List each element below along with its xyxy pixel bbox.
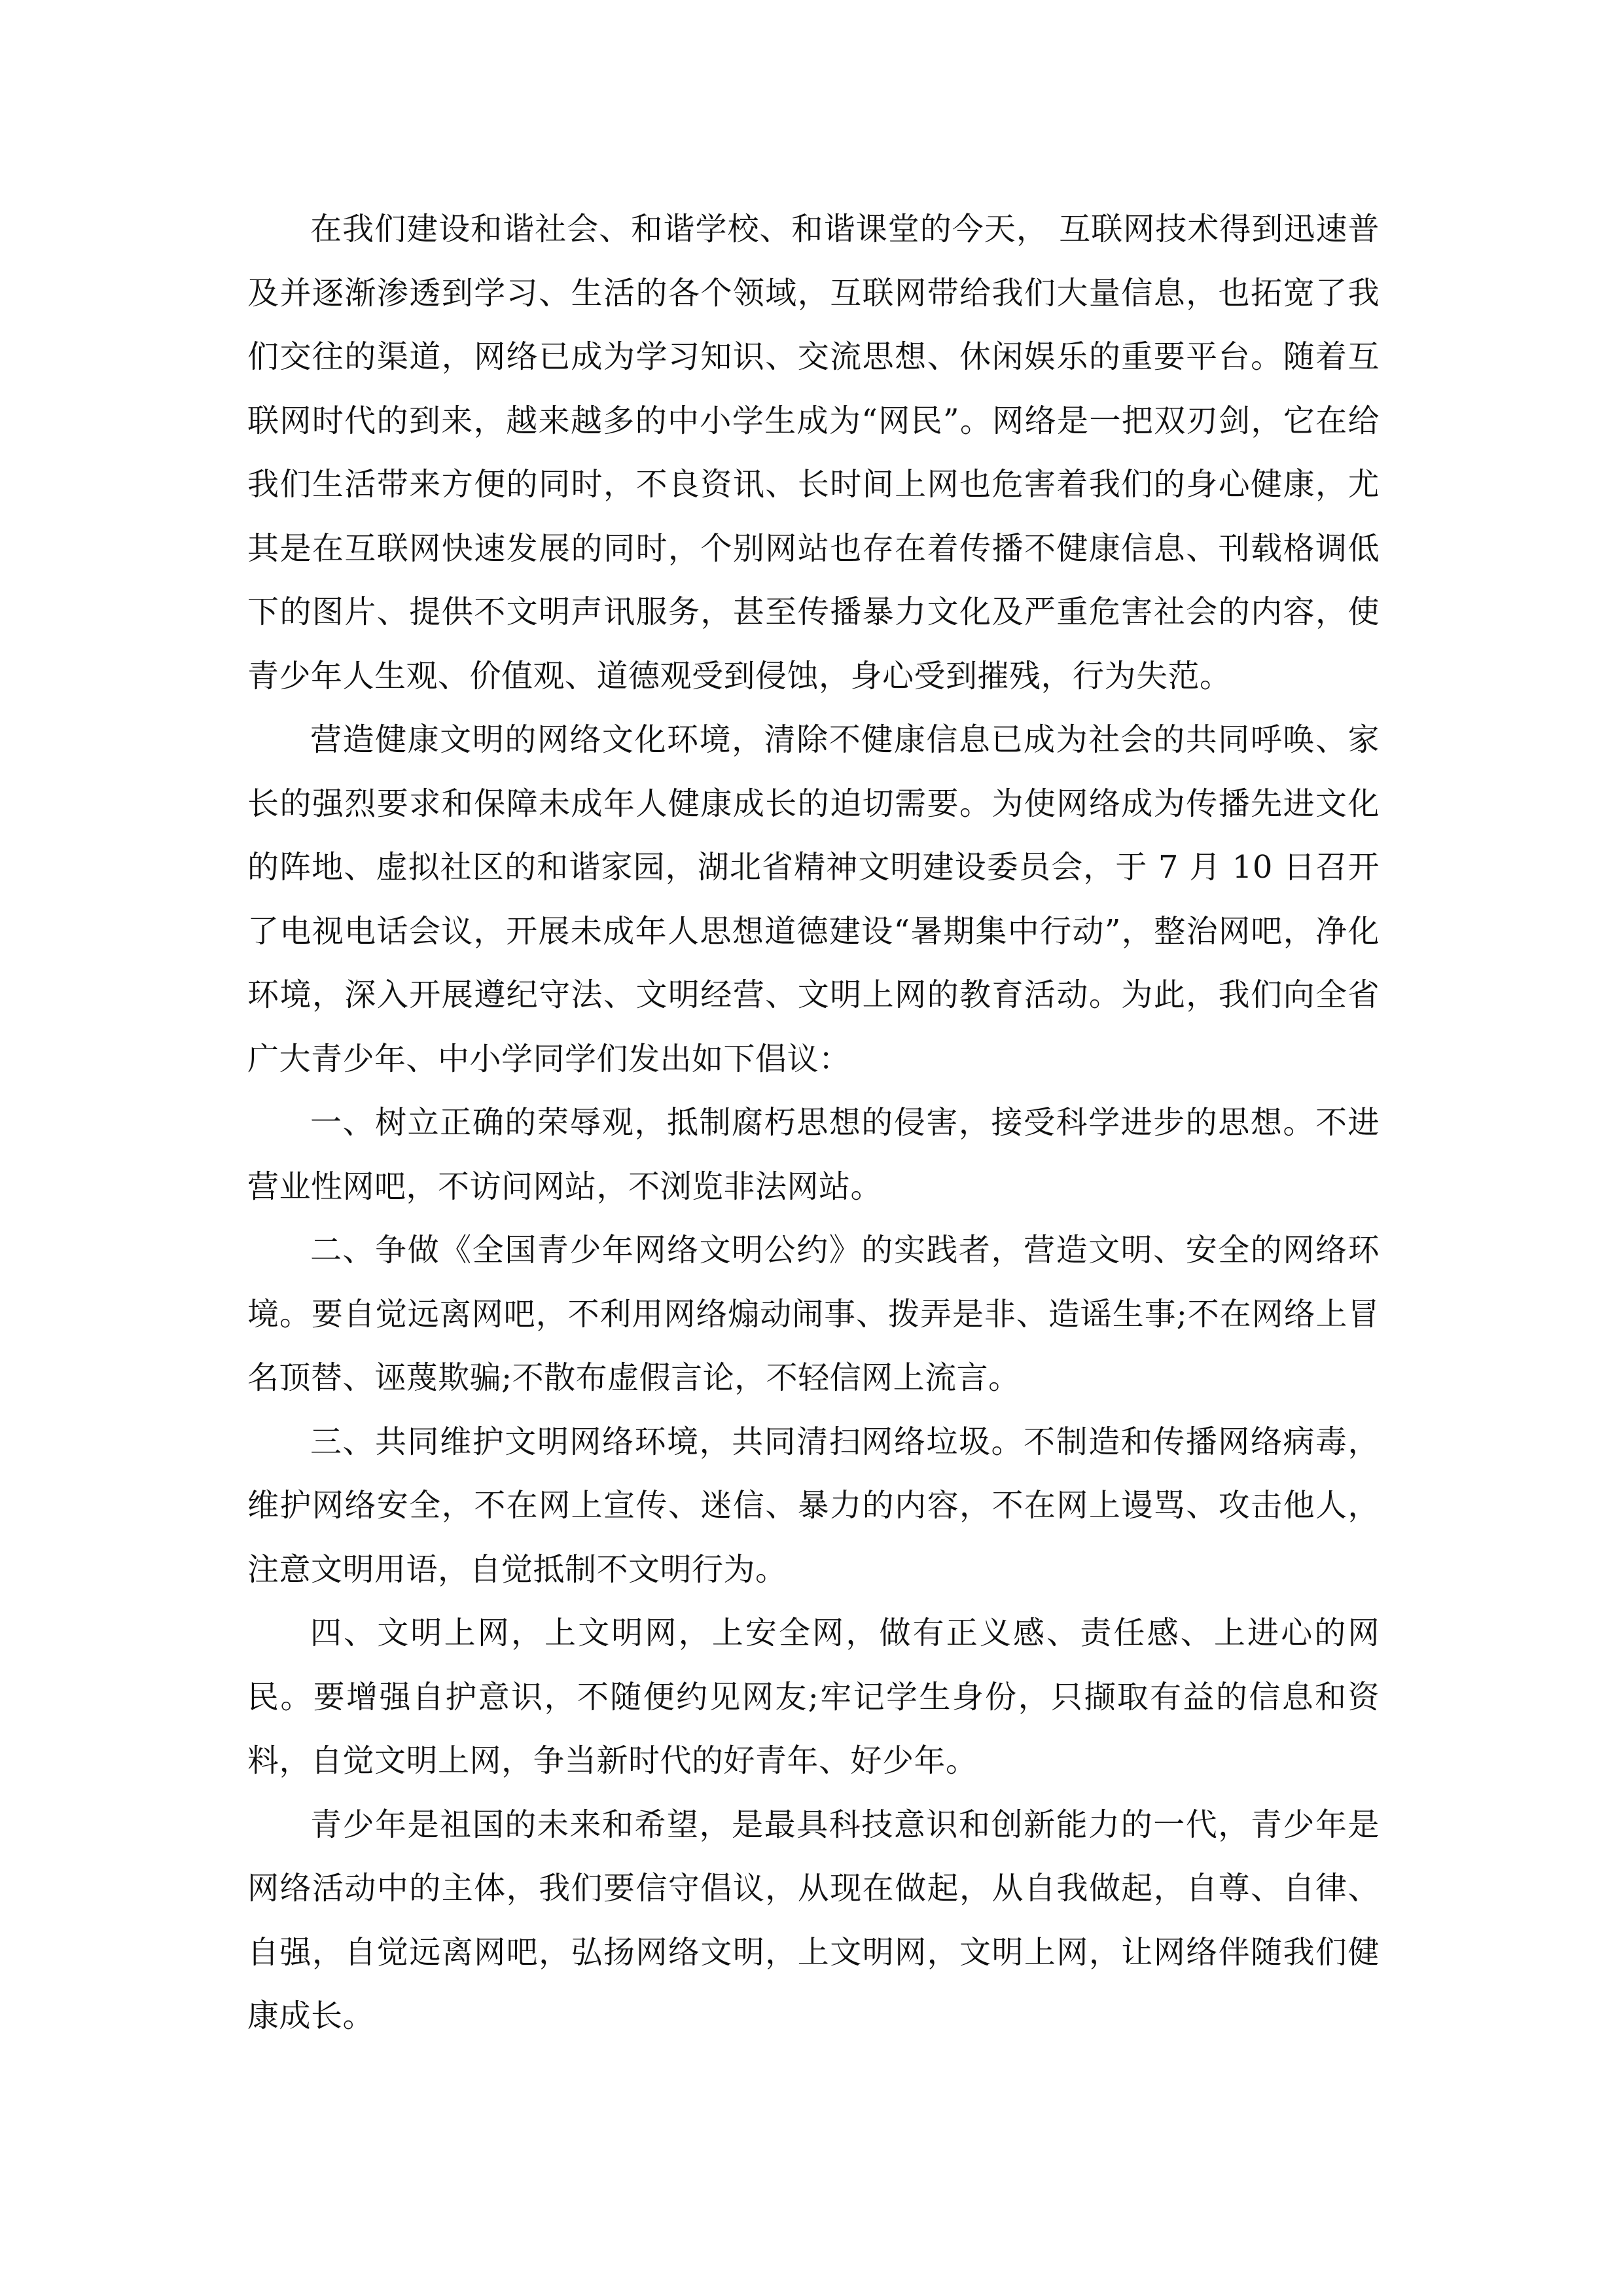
paragraph-intro: 在我们建设和谐社会、和谐学校、和谐课堂的今天， 互联网技术得到迅速普及并逐渐渗透到学习、生活的各个领域，互联网带给我们大量信息，也拓宽了我们交往的渠道，网络已成为学习知识、交流思想、休闲娱乐的重要平台。随着互联网时代的到来，越来越多的中小学生成为“网民”。网络是一把双刃剑，它在给我们生活带来方便的同时，不良资讯、长时间上网也危害着我们的身心健康，尤其是在互联网快速发展的同时，个别网站也存在着传播不健康信息、刊载格调低下的图片、提供不文明声讯服务，甚至传播暴力文化及严重危害社会的内容，使青少年人生观、价值观、道德观受到侵蚀，身心受到摧残，行为失范。 — [247, 211, 1380, 694]
document-page — [247, 198, 1380, 2049]
paragraph-item-4: 四、文明上网，上文明网，上安全网，做有正义感、责任感、上进心的网民。要增强自护意识，不随便约见网友;牢记学生身份，只撷取有益的信息和资料，自觉文明上网，争当新时代的好青年、好少年。 — [247, 1615, 1380, 1779]
paragraph-item-2: 二、争做《全国青少年网络文明公约》的实践者，营造文明、安全的网络环境。要自觉远离网吧，不利用网络煽动闹事、拨弄是非、造谣生事;不在网络上冒名顶替、诬蔑欺骗;不散布虚假言论，不轻信网上流言。 — [247, 1232, 1380, 1396]
paragraph-item-1: 一、树立正确的荣辱观，抵制腐朽思想的侵害，接受科学进步的思想。不进营业性网吧，不访问网站，不浏览非法网站。 — [247, 1104, 1380, 1205]
paragraph-background: 营造健康文明的网络文化环境，清除不健康信息已成为社会的共同呼唤、家长的强烈要求和保障未成年人健康成长的迫切需要。为使网络成为传播先进文化的阵地、虚拟社区的和谐家园，湖北省精神文明建设委员会，于 7 月 10 日召开了电视电话会议，开展未成年人思想道德建设“暑期集中行动”，整治网吧，净化环境，深入开展遵纪守法、文明经营、文明上网的教育活动。为此，我们向全省广大青少年、中小学同学们发出如下倡议： — [247, 721, 1380, 1077]
paragraph-conclusion: 青少年是祖国的未来和希望，是最具科技意识和创新能力的一代，青少年是网络活动中的主体，我们要信守倡议，从现在做起，从自我做起，自尊、自律、自强，自觉远离网吧，弘扬网络文明，上文明网，文明上网，让网络伴随我们健康成长。 — [247, 1806, 1380, 2034]
paragraph-item-3: 三、共同维护文明网络环境，共同清扫网络垃圾。不制造和传播网络病毒，维护网络安全，不在网上宣传、迷信、暴力的内容，不在网上谩骂、攻击他人，注意文明用语，自觉抵制不文明行为。 — [247, 1423, 1380, 1588]
